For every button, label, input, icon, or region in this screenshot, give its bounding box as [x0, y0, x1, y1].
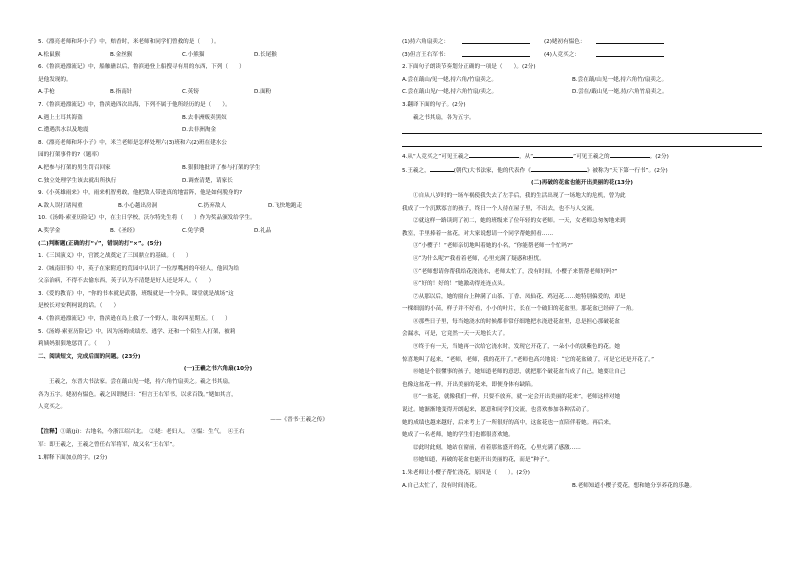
option[interactable]: C.遭遇洪水以及地震 [38, 127, 89, 134]
question-2-options [402, 74, 762, 87]
judgement-2: 2.《城南旧事》中，英子在家附近的荒园中认识了一位厚嘴唇的年轻人，他因为给 [38, 265, 240, 272]
note-label: 【注释】 [38, 429, 61, 436]
option[interactable]: B.小心越出房洞 [118, 202, 158, 209]
explain-item: (1)持六角扇卖之： [402, 39, 450, 45]
question-7-options-2 [38, 124, 398, 137]
paragraph: ⑥“好的！好的！”她激动得连连点头。 [413, 281, 509, 288]
paragraph: ⑦从那以后，她的窗台上种满了山茶、丁香、凤仙花、鸡冠花……她特别偏爱的，却是 [413, 293, 626, 300]
question-4-text: ，从“ [519, 154, 534, 161]
paragraph: ①自从八岁时的一场车祸使我失去了左手后，我的生活出现了一场地大的危机，曾为此 [413, 192, 626, 199]
option[interactable]: A.奖学金 [38, 227, 61, 234]
passage-1-note-cont: 军：即王羲之，王羲之曾任右军将军，故又名“王右军”。 [38, 442, 178, 448]
option[interactable]: B.金丝猴 [110, 51, 133, 58]
judgement-4: 4.《鲁滨逊漂流记》中，鲁滨逊在岛上救了一个野人，取名叫星期五。（ ） [38, 316, 231, 323]
question-2-stem: 2.下面句子朗读节奏划分正确的一项是（ ）。(2分) [402, 64, 536, 71]
right-column [402, 36, 762, 492]
explain-item: (4)人竞买之： [544, 51, 580, 58]
question-8-options-2 [38, 175, 398, 188]
answer-line[interactable] [402, 124, 762, 134]
passage-1-note [38, 426, 398, 439]
option[interactable]: A.敌人误打诸闯重 [38, 202, 83, 209]
answer-line[interactable] [402, 137, 762, 147]
question-5-text: (朝代)大书法家，他的代表作《 [453, 167, 531, 174]
judgement-3-cont: 是校长对安利柯说的话。（ ） [38, 303, 120, 310]
option[interactable]: D.面粉 [254, 89, 272, 96]
answer-blank[interactable] [533, 150, 573, 158]
question-5-text: 》被称为“天下第一行书”。(2分) [586, 167, 668, 174]
option[interactable]: C.英镑 [182, 89, 199, 96]
answer-blank[interactable] [462, 36, 530, 44]
judgement-5-cont: 莉姨妈狠狠地惩罚了。（ ） [38, 341, 114, 348]
paragraph-cont: 一棵细弱的小苗，样子并不好看，小小的叶片，长在一个破旧的花盆里。那花盆已经碎了一角。 [402, 306, 637, 313]
passage-1-source: ——《晋书·王羲之传》 [270, 416, 328, 423]
paragraph-cont: 她成了一名老师，她的学生们也都很喜欢她。 [402, 432, 514, 439]
question-7-stem: 7.《鲁滨逊漂流记》中，鲁滨逊四次出海，下列不属于他所经历的是（ ）。 [38, 101, 231, 108]
explain-row-1 [402, 36, 762, 49]
question-8-stem: 8.《漂亮老师和坏小子》中，米兰老师是怎样处理六(3)班和六(2)班在建水公 [38, 139, 227, 146]
option[interactable]: A.尝在蕺山/见一姥,持六角/竹扇卖之。 [402, 76, 497, 83]
paragraph-cont: 她的成绩也越来越好，后来考上了一所很好的高中，这盆花也一直陪伴着她。再后来， [402, 419, 615, 426]
paragraph: ⑫此时此刻，她站在窗前，看着那盆盛开的花，心里充满了感激…… [413, 444, 581, 451]
judgement-1: 1.《三国演义》中，官渡之战奠定了三国鼎立的基础。（ ） [38, 253, 192, 260]
left-column [38, 36, 398, 464]
paragraph-cont: 也像这盆花一样，开出美丽的花来，即便身体有缺陷。 [402, 381, 537, 388]
question-7-options [38, 112, 398, 125]
option[interactable]: D.去非洲淘金 [182, 127, 217, 134]
option[interactable]: D.礼品 [254, 227, 272, 234]
question-5 [402, 164, 762, 178]
section-heading-reading: 二、阅读短文，完成后面的问题。(23分) [38, 353, 141, 360]
option[interactable]: B.《圣经》 [110, 227, 138, 234]
paragraph: ③“小樱子！”老师亲切地叫着她的小名，“你能帮老师一个忙吗?” [413, 243, 573, 250]
explain-row-2 [402, 49, 762, 62]
question-9-stem: 9.《小英雄雨来》中，雨来机智勇敢，他把敌人带进真的地雷阵，他是如何脱身的? [38, 190, 243, 197]
paragraph: ⑧那些日子里，每当她浇水的时候都非常仔细地把水浇进花盆里，总是担心那破花盆 [413, 318, 620, 325]
paragraph: ⑬她知道，再破的花盆也能开出美丽的花，而是“种子”。 [413, 457, 553, 464]
question-5-options [38, 49, 398, 62]
passage-1-text: 王羲之，东晋大书法家。尝在蕺山见一姥，持六角竹扇卖之。羲之书其扇， [49, 379, 234, 386]
paragraph-cont: 会漏水，可是，它竟然一天一天地长大了。 [402, 331, 509, 338]
question-10-options [38, 225, 398, 238]
option[interactable]: D.调查清楚，请家长 [182, 177, 233, 184]
question-5-text: 5.王羲之， [402, 167, 430, 174]
answer-blank[interactable] [469, 150, 519, 158]
question-8-options [38, 162, 398, 175]
paragraph: ②就这样一路读到了初二，她的班级来了位年轻的女老师。一天，女老师急匆匆地来到 [413, 218, 626, 225]
passage-2-question-1-options [402, 480, 762, 493]
option[interactable]: B.狠狠地批评了参与打架的学生 [182, 164, 261, 171]
option[interactable]: D.飞快地跑走 [268, 202, 303, 209]
question-3-stem: 3.翻译下面的句子。(2分) [402, 101, 466, 108]
judgement-2-cont: 父亲治病，不得不去偷东西，英子认为不清楚是好人还是坏人。（ ） [38, 278, 215, 285]
option[interactable]: A.遇上土耳其海盗 [38, 114, 83, 121]
option[interactable]: B.去非洲贩卖黑奴 [182, 114, 227, 121]
question-8-stem-cont: 园的打架事件的?（题率） [38, 152, 103, 159]
paragraph-cont: 惊喜地叫了起来，“老师，老师，我的花开了。”老师也高兴地说：“它的花盆破了，可是它还是开花了。” [402, 356, 654, 363]
passage-1-text-end: 人竞买之。 [38, 404, 66, 411]
paragraph-cont: 教室，手里捧着一盆花，对大家说想请一个同学帮她照看…… [402, 230, 554, 237]
question-4-text: 。(2分) [649, 154, 669, 161]
question-6-options [38, 86, 398, 99]
paragraph: ⑨终于有一天，当她再一次给它浇水时，发现它开花了，一朵小小的淡紫色的花。她 [413, 344, 620, 351]
question-6-stem: 6.《鲁滨逊漂流记》中，船触礁以后，鲁滨逊登上船搜寻有用的东西，下列（ ） [38, 64, 245, 71]
option[interactable]: B.指南针 [110, 89, 133, 96]
question-10-stem: 10.《汤姆·索亚历险记》中，在主日学校，沃尔特先生将（ ）作为奖品颁发给学生。 [38, 215, 256, 222]
judgement-5: 5.《汤姆·索亚历险记》中，因为汤姆成绩差、逃学、还和一个陌生人打架，被莉 [38, 328, 236, 335]
option[interactable]: C.免学费 [182, 227, 205, 234]
option[interactable]: D.尝在/蕺山见一姥,持/六角竹扇卖之。 [572, 89, 668, 96]
paragraph-cont: 说过。她渐渐地变得开朗起来，愿意和同学们交流，也喜欢参加各种活动了。 [402, 407, 593, 414]
passage-1-text-cont: 各为五字。姥初有愠色。羲之因谓姥曰：“但言王右军书，以求百钱。”姥如其言， [38, 391, 237, 398]
explain-item: (3)但言王右军书： [402, 51, 450, 58]
paragraph: ④“为什么呢?”我看着老师，心里充满了疑惑和担忧。 [413, 255, 545, 262]
question-2-options-2 [402, 86, 762, 99]
answer-blank[interactable] [610, 150, 650, 158]
option[interactable]: B.老师知道小樱子爱花，想和她分享养花的乐趣。 [572, 482, 696, 489]
question-6-stem-cont: 是他发现的。 [38, 76, 72, 83]
paragraph: ⑪“一盆花，就像我们一样，只要不放弃，就一定会开出美丽的花来”，老师这样对她 [413, 394, 621, 401]
answer-blank[interactable] [462, 49, 530, 57]
question-4-text: 4.从“人竞买之”可见王羲之 [402, 154, 470, 161]
question-4 [402, 150, 762, 164]
option[interactable]: B.尝在蕺/山见一姥,持六角竹/扇卖之。 [572, 76, 668, 83]
question-5-stem: 5.《漂亮老师和坏小子》中，赔香时，米老师和同学们曾救的是（ ）。 [38, 39, 220, 45]
option[interactable]: A.把参与打架的男生罚召回家 [38, 164, 111, 171]
note-text: ①蕺(jí)：古地名，今浙江绍兴北。 ②姥：老妇人。 ③愠：生气。 ④王右 [60, 429, 245, 436]
answer-blank[interactable] [596, 36, 664, 44]
explain-item: (2)姥初有愠色： [544, 39, 586, 45]
paragraph: ⑤“老师想请你帮我给花浇浇水，老师太忙了，没有时间，小樱子来帮帮老师好吗?” [413, 268, 618, 275]
option[interactable]: C.独立处理学生该去就出所执行 [38, 177, 117, 184]
option[interactable]: D.长尾猴 [254, 51, 277, 58]
passage-2-body [402, 190, 762, 467]
passage-1-question-1: 1.解释下面加点的字。(2分) [38, 454, 108, 461]
answer-blank[interactable] [430, 164, 454, 172]
option[interactable]: A.手枪 [38, 89, 55, 96]
passage-1-title: (一)王羲之书六角扇(10分) [183, 366, 253, 373]
option[interactable]: C.扔弃敌人 [198, 202, 227, 209]
option[interactable]: C.小熊猫 [182, 51, 205, 58]
passage-2-question-1: 1.朱老师让小樱子帮忙浇花，原因是（ ）。(2分) [402, 470, 530, 476]
question-9-options [38, 200, 398, 213]
section-heading-judgement: (二)判断题(正确的打“√”，错误的打“×”。(5分) [38, 240, 162, 247]
judgement-3: 3.《爱的教育》中，“你的书本就是武器，班级就是一个分队，课堂就是战场”这 [38, 290, 234, 297]
option[interactable]: C.尝在蕺山见/一姥,持六角竹扇/卖之。 [402, 89, 498, 96]
question-4-text: ”可见王羲之的 [573, 154, 610, 161]
option[interactable]: A.松鼠猴 [38, 51, 61, 58]
answer-blank[interactable] [531, 164, 587, 172]
paragraph-cont: 我成了一个沉默寡言的孩子，终日一个人待在屋子里，不出去，也不与人交流。 [402, 205, 598, 212]
answer-blank[interactable] [596, 49, 664, 57]
paragraph: ⑩她是个很懂事的孩子，她知道老师的意思，就把那个破花盆当成了自己，她要让自己 [413, 369, 626, 376]
question-3-sentence: 羲之书其扇，各为五字。 [413, 114, 475, 121]
passage-2-title: (二)再破的花盆也能开出美丽的花(13分) [531, 180, 633, 187]
option[interactable]: A.自己太忙了，没有时间浇花。 [402, 482, 481, 489]
